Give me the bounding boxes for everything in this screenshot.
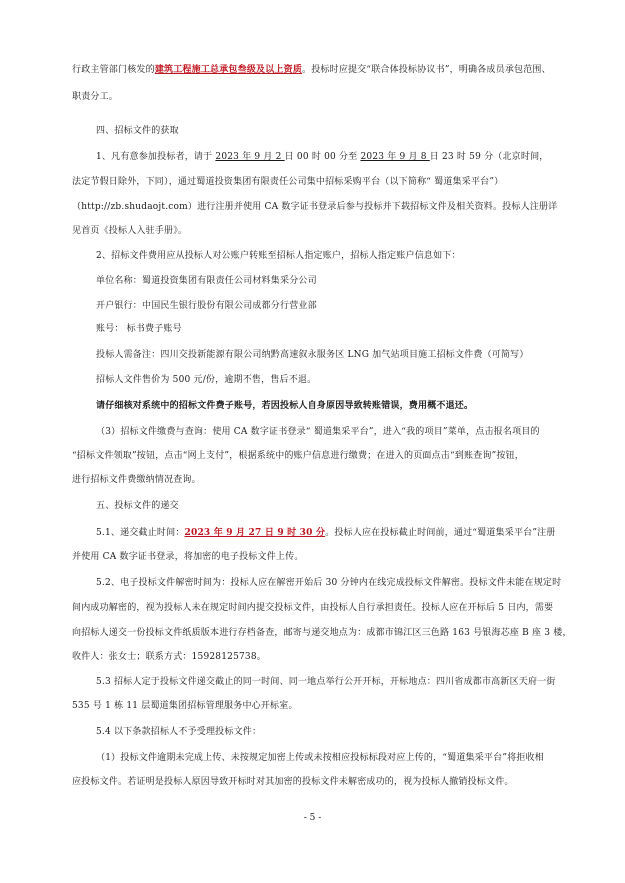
text-segment: 。投标人应在投标截止时间前，通过“蜀道集采平台”注册: [325, 528, 556, 538]
text-segment: 日 23 时 59 分（北京时间，: [429, 152, 549, 162]
text-segment: 2023 年 9 月 27 日 9 时 30 分: [184, 528, 326, 538]
text-segment: （http://zb.shudaojt.com）进行注册并使用 CA 数字证书登录后参与投标并下载招标文件及相关资料。投标人注册详: [72, 202, 558, 212]
line-l11: [96, 349, 529, 361]
line-l7: [96, 250, 461, 262]
line-l2: [72, 91, 118, 103]
text-segment: 。投标时应提交“联合体投标协议书”，明确各成员承包范围、: [302, 65, 551, 75]
line-l22: [72, 651, 266, 663]
line-l20: [72, 602, 553, 614]
line-l8: [96, 275, 317, 287]
text-segment: 2023 年 9 月 2: [215, 152, 285, 162]
text-segment: 收件人：张女士；联系方式：15928125738。: [72, 652, 266, 662]
line-l14: [96, 426, 540, 438]
line-l1: [72, 64, 551, 76]
line-l21: [72, 627, 572, 639]
text-segment: 见首页《投标人入驻手册》。: [72, 226, 188, 236]
text-segment: 并使用 CA 数字证书登录，将加密的电子投标文件上传。: [72, 552, 304, 562]
text-segment: 账号： 标书费子账号: [96, 324, 182, 334]
text-segment: 5.1、递交截止时间：: [96, 528, 185, 538]
text-segment: 5.3 招标人定于投标文件递交截止的同一时间、同一地点举行公开开标，开标地点：四川省成都市高新区天府一街: [96, 677, 556, 687]
text-segment: （1）投标文件逾期未完成上传、未按规定加密上传或未按相应投标标段对应上传的，“蜀道集采平台”将拒收相: [96, 753, 544, 763]
text-segment: 2023 年 9 月 8: [360, 152, 430, 162]
text-segment: 应投标文件。若证明是投标人原因导致开标时对其加密的投标文件未解密成功的，视为投标人撤销投标文件。: [72, 777, 514, 787]
text-segment: 间内成功解密的，视为投标人未在规定时间内提交投标文件，由投标人自行承担责任。投标人应在开标后 5 日内，需要: [72, 603, 554, 613]
text-segment: 行政主管部门核发的: [72, 65, 155, 75]
text-segment: 法定节假日除外，下同），通过蜀道投资集团有限责任公司集中招标采购平台（以下简称“ 蜀道集采平台”）: [72, 177, 504, 187]
line-l27: [72, 776, 514, 788]
text-segment: 1、凡有意参加投标者，请于: [96, 152, 216, 162]
line-l25: [96, 726, 261, 738]
text-segment: 5.4 以下条款招标人不予受理投标文件：: [96, 727, 262, 737]
line-l26: [96, 752, 544, 764]
heading-section-4: [96, 125, 179, 137]
text-segment: 请仔细核对系统中的招标文件费子账号，若因投标人自身原因导致转账错误，费用概不退还。: [96, 401, 474, 411]
text-segment: “招标文件领取”按钮，点击“网上支付”，根据系统中的账户信息进行缴费；在进入的页面点击“到账查询”按钮，: [72, 451, 525, 461]
text-segment: 招标人文件售价为 500 元/份，逾期不售，售后不退。: [96, 375, 317, 385]
line-l3: [96, 151, 548, 163]
text-segment: 四、招标文件的获取: [96, 126, 179, 136]
line-l13: [96, 400, 473, 412]
text-segment: 日 00 时 00 分至: [284, 152, 361, 162]
line-l6: [72, 225, 187, 237]
line-l12: [96, 374, 316, 386]
text-segment: 五、投标文件的递交: [96, 501, 179, 511]
line-l23: [96, 676, 556, 688]
text-segment: 5.2、电子投标文件解密时间为：投标人应在解密开始后 30 分钟内在线完成投标文件解密。投标文件未能在规定时: [96, 578, 562, 588]
line-l18: [72, 551, 304, 563]
line-l10: [96, 323, 182, 335]
text-segment: 进行招标文件费缴纳情况查询。: [72, 475, 201, 485]
text-segment: 投标人需备注：四川交投新能源有限公司纳黔高速叙永服务区 LNG 加气站项目施工招标文件费（可简写）: [96, 350, 529, 360]
line-l5: [72, 201, 557, 213]
text-segment: 2、招标文件费用应从投标人对公账户转账至招标人指定账户，招标人指定账户信息如下：: [96, 251, 461, 261]
text-segment: 向招标人递交一份投标文件纸质版本进行存档备查，邮寄与递交地点为：成都市锦江区三色路 163 号银海芯座 B 座 3 楼，: [72, 628, 572, 638]
heading-section-5: [96, 500, 179, 512]
text-segment: （3）招标文件缴费与查询：使用 CA 数字证书登录“ 蜀道集采平台”，进入“我的项目”菜单，点击报名项目的: [96, 427, 540, 437]
page-number: - 5 -: [303, 813, 322, 823]
text-segment: 535 号 1 栋 11 层蜀道集团招标管理服务中心开标室。: [72, 701, 298, 711]
text-segment: 建筑工程施工总承包叁级及以上资质: [154, 65, 303, 75]
text-segment: 职责分工。: [72, 92, 119, 102]
line-l24: [72, 700, 298, 712]
line-l15: [72, 450, 524, 462]
line-l9: [96, 300, 317, 312]
text-segment: 开户银行：中国民生银行股份有限公司成都分行营业部: [96, 301, 317, 311]
text-segment: 单位名称：蜀道投资集团有限责任公司材料集采分公司: [96, 276, 317, 286]
line-l4: [72, 176, 503, 188]
line-l16: [72, 474, 201, 486]
line-l17: [96, 527, 556, 539]
line-l19: [96, 577, 561, 589]
